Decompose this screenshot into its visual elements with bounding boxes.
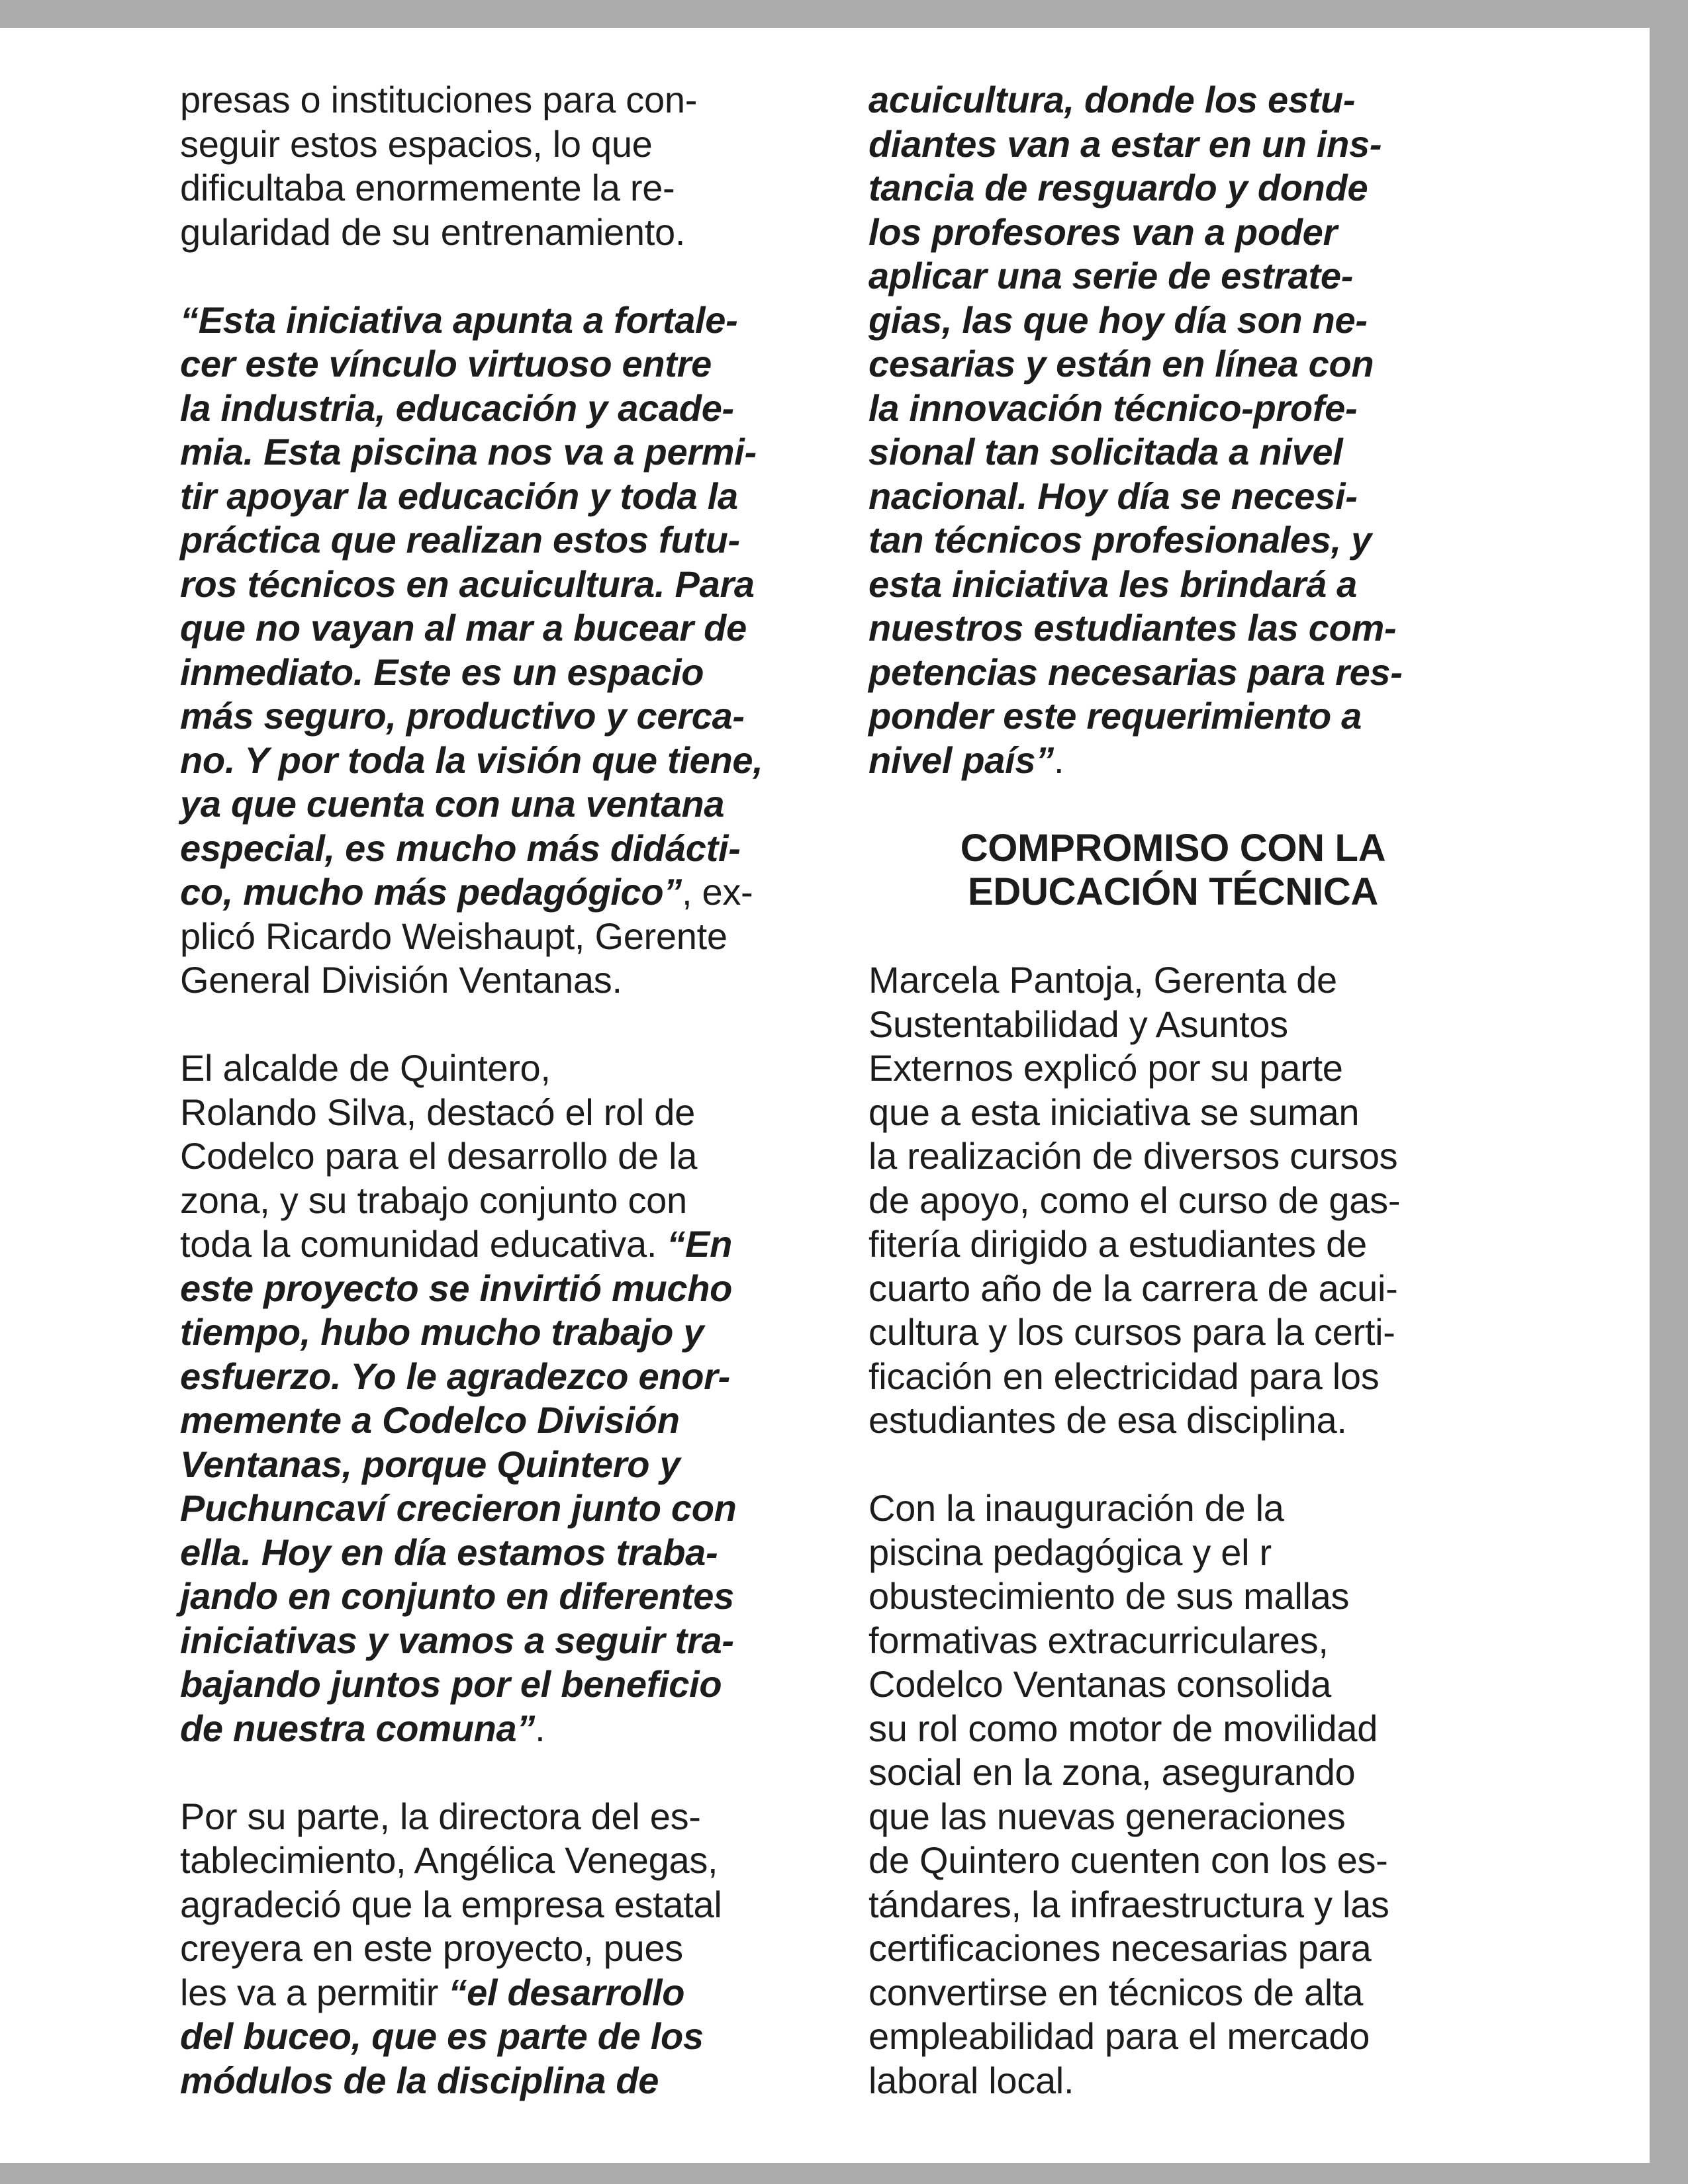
text-line xyxy=(180,342,789,387)
text-line xyxy=(180,387,789,431)
text-run: tablecimiento, Angélica Venegas, xyxy=(180,1839,718,1881)
text-line xyxy=(868,958,1477,1003)
quote-run: nivel país” xyxy=(868,739,1054,781)
text-run: social en la zona, asegurando xyxy=(868,1751,1356,1793)
quote-run: mia. Esta piscina nos va a permi- xyxy=(180,431,757,473)
text-line xyxy=(868,254,1477,298)
text-run: Sustentabilidad y Asuntos xyxy=(868,1003,1288,1045)
left-column-body xyxy=(180,78,789,2103)
text-line xyxy=(180,1398,789,1443)
text-line xyxy=(868,518,1477,563)
right-column-top xyxy=(868,78,1477,827)
text-line xyxy=(180,1443,789,1487)
quote-run: nacional. Hoy día se necesi- xyxy=(868,475,1358,517)
quote-run: aplicar una serie de estrate- xyxy=(868,255,1354,296)
text-line xyxy=(868,1222,1477,1267)
quote-run: ya que cuenta con una ventana xyxy=(180,783,725,825)
text-line xyxy=(868,1355,1477,1399)
quote-run: acuicultura, donde los estu- xyxy=(868,79,1356,120)
text-line xyxy=(180,1486,789,1531)
page-frame-right xyxy=(1650,0,1688,2184)
section-heading-line-2: EDUCACIÓN TÉCNICA xyxy=(967,870,1378,913)
text-line xyxy=(180,430,789,475)
quote-run: inmediato. Este es un espacio xyxy=(180,651,704,693)
text-run: Codelco Ventanas consolida xyxy=(868,1663,1331,1705)
text-run: plicó Ricardo Weishaupt, Gerente xyxy=(180,915,727,957)
text-line xyxy=(180,1707,789,1751)
text-line xyxy=(180,166,789,210)
quote-run: de nuestra comuna” xyxy=(180,1707,536,1749)
text-run: la realización de diversos cursos xyxy=(868,1135,1398,1177)
text-line xyxy=(868,1267,1477,1311)
text-line xyxy=(868,563,1477,607)
paragraph-gap xyxy=(868,782,1477,827)
quote-run: que no vayan al mar a bucear de xyxy=(180,607,747,649)
paragraph-gap xyxy=(180,1003,789,1047)
text-line xyxy=(180,2015,789,2059)
quote-run: jando en conjunto en diferentes xyxy=(180,1575,734,1617)
text-run: laboral local. xyxy=(868,2059,1074,2101)
text-line xyxy=(180,651,789,695)
text-line xyxy=(868,1003,1477,1047)
text-run: zona, y su trabajo conjunto con xyxy=(180,1179,687,1221)
quote-run: tiempo, hubo mucho trabajo y xyxy=(180,1311,704,1353)
text-line xyxy=(180,958,789,1003)
quote-run: cer este vínculo virtuoso entre xyxy=(180,343,712,385)
text-line xyxy=(868,166,1477,210)
text-run: Marcela Pantoja, Gerenta de xyxy=(868,959,1337,1001)
text-line xyxy=(868,1046,1477,1091)
quote-run: bajando juntos por el beneficio xyxy=(180,1663,722,1705)
text-run: . xyxy=(1053,739,1064,781)
text-line xyxy=(868,606,1477,651)
text-line xyxy=(180,210,789,255)
quote-run: esta iniciativa les brindará a xyxy=(868,563,1358,605)
text-run: fitería dirigido a estudiantes de xyxy=(868,1223,1367,1265)
text-line xyxy=(868,2015,1477,2059)
text-line xyxy=(868,1795,1477,1839)
text-line xyxy=(868,1883,1477,1927)
text-line xyxy=(180,1971,789,2015)
text-line xyxy=(868,1531,1477,1575)
text-line xyxy=(868,78,1477,122)
text-line xyxy=(868,1398,1477,1443)
text-line xyxy=(180,1531,789,1575)
text-line xyxy=(180,1355,789,1399)
text-line xyxy=(868,1134,1477,1179)
text-line xyxy=(180,1795,789,1839)
paragraph-gap xyxy=(180,254,789,298)
text-line xyxy=(868,694,1477,739)
quote-run: más seguro, productivo y cerca- xyxy=(180,695,745,737)
quote-run: co, mucho más pedagógico” xyxy=(180,871,682,913)
text-line xyxy=(868,1486,1477,1531)
text-run: Con la inauguración de la xyxy=(868,1487,1284,1529)
text-line xyxy=(868,651,1477,695)
text-run: convertirse en técnicos de alta xyxy=(868,1971,1364,2013)
text-run: toda la comunidad educativa. xyxy=(180,1223,667,1265)
text-line xyxy=(868,475,1477,519)
paragraph-gap xyxy=(180,1751,789,1795)
quote-run: ella. Hoy en día estamos traba- xyxy=(180,1531,718,1573)
text-line xyxy=(180,1134,789,1179)
text-line xyxy=(180,298,789,343)
quote-run: del buceo, que es parte de los xyxy=(180,2015,704,2057)
quote-run: “Esta iniciativa apunta a fortale- xyxy=(180,298,738,341)
quote-run: la industria, educación y acade- xyxy=(180,387,734,429)
text-line xyxy=(868,1619,1477,1663)
text-line xyxy=(868,1751,1477,1795)
text-run: certificaciones necesarias para xyxy=(868,1927,1372,1969)
section-heading xyxy=(868,827,1477,915)
text-run: gularidad de su entrenamiento. xyxy=(180,210,686,253)
right-column xyxy=(868,78,1477,2103)
quote-run: ponder este requerimiento a xyxy=(868,695,1362,737)
text-run: Por su parte, la directora del es- xyxy=(180,1795,701,1837)
text-line xyxy=(180,1883,789,1927)
text-run: . xyxy=(535,1707,545,1749)
text-run: Codelco para el desarrollo de la xyxy=(180,1135,698,1177)
right-column-bottom xyxy=(868,915,1477,2103)
text-run: dificultaba enormemente la re- xyxy=(180,167,675,208)
text-line xyxy=(180,1046,789,1091)
text-run: estudiantes de esa disciplina. xyxy=(868,1399,1347,1441)
quote-run: diantes van a estar en un ins- xyxy=(868,122,1382,165)
text-run: piscina pedagógica y el r xyxy=(868,1531,1272,1573)
text-line xyxy=(180,1267,789,1311)
quote-run: ros técnicos en acuicultura. Para xyxy=(180,563,755,605)
text-line xyxy=(180,870,789,915)
quote-run: este proyecto se invirtió mucho xyxy=(180,1267,733,1309)
quote-run: práctica que realizan estos futu- xyxy=(180,519,740,561)
text-run: que a esta iniciativa se suman xyxy=(868,1091,1360,1133)
text-run: seguir estos espacios, lo que xyxy=(180,122,653,165)
text-line xyxy=(180,122,789,167)
text-run: de apoyo, como el curso de gas- xyxy=(868,1179,1401,1221)
text-run: ficación en electricidad para los xyxy=(868,1355,1380,1397)
text-run: cultura y los cursos para la certi- xyxy=(868,1311,1395,1353)
text-line xyxy=(868,1662,1477,1707)
quote-run: Ventanas, porque Quintero y xyxy=(180,1443,680,1485)
paragraph-gap xyxy=(868,915,1477,959)
quote-run: memente a Codelco División xyxy=(180,1399,680,1441)
text-line xyxy=(180,2059,789,2103)
text-run: , ex- xyxy=(681,871,753,913)
text-line xyxy=(180,1662,789,1707)
text-line xyxy=(868,1971,1477,2015)
quote-run: “el desarrollo xyxy=(448,1971,685,2013)
text-run: El alcalde de Quintero, xyxy=(180,1047,551,1089)
text-run: General División Ventanas. xyxy=(180,959,622,1001)
text-line xyxy=(868,739,1477,783)
page-frame-bottom xyxy=(0,2163,1688,2184)
text-line xyxy=(180,1310,789,1355)
text-line xyxy=(180,782,789,827)
quote-run: tan técnicos profesionales, y xyxy=(868,519,1372,561)
text-line xyxy=(180,1574,789,1619)
text-run: formativas extracurriculares, xyxy=(868,1619,1329,1661)
text-line xyxy=(180,827,789,871)
quote-run: esfuerzo. Yo le agradezco enor- xyxy=(180,1355,730,1397)
text-line xyxy=(868,342,1477,387)
text-line xyxy=(868,430,1477,475)
section-heading-line-1: COMPROMISO CON LA xyxy=(960,826,1386,870)
quote-run: tir apoyar la educación y toda la xyxy=(180,475,738,517)
text-line xyxy=(180,606,789,651)
text-run: obustecimiento de sus mallas xyxy=(868,1575,1350,1617)
text-run: su rol como motor de movilidad xyxy=(868,1707,1378,1749)
quote-run: los profesores van a poder xyxy=(868,210,1337,253)
quote-run: especial, es mucho más didácti- xyxy=(180,827,741,869)
text-line xyxy=(180,1179,789,1223)
quote-run: módulos de la disciplina de xyxy=(180,2059,659,2101)
text-line xyxy=(868,1574,1477,1619)
text-line xyxy=(868,210,1477,255)
quote-run: nuestros estudiantes las com- xyxy=(868,607,1397,649)
quote-run: petencias necesarias para res- xyxy=(868,651,1403,693)
text-line xyxy=(868,1091,1477,1135)
text-line xyxy=(180,1091,789,1135)
text-line xyxy=(868,1839,1477,1883)
quote-run: cesarias y están en línea con xyxy=(868,343,1374,385)
text-line xyxy=(868,387,1477,431)
quote-run: gias, las que hoy día son ne- xyxy=(868,298,1368,341)
left-column xyxy=(180,78,789,2103)
text-line xyxy=(180,915,789,959)
text-run: presas o instituciones para con- xyxy=(180,79,698,120)
text-run: empleabilidad para el mercado xyxy=(868,2015,1370,2057)
text-run: agradeció que la empresa estatal xyxy=(180,1883,722,1925)
text-line xyxy=(180,78,789,122)
text-line xyxy=(868,1179,1477,1223)
quote-run: sional tan solicitada a nivel xyxy=(868,431,1343,473)
text-line xyxy=(868,1310,1477,1355)
text-line xyxy=(868,298,1477,343)
quote-run: tancia de resguardo y donde xyxy=(868,167,1368,208)
quote-run: iniciativas y vamos a seguir tra- xyxy=(180,1619,734,1661)
text-line xyxy=(180,1222,789,1267)
text-line xyxy=(180,1619,789,1663)
text-run: tándares, la infraestructura y las xyxy=(868,1883,1389,1925)
quote-run: “En xyxy=(667,1223,733,1265)
text-run: Rolando Silva, destacó el rol de xyxy=(180,1091,695,1133)
text-run: les va a permitir xyxy=(180,1971,449,2013)
quote-run: Puchuncaví crecieron junto con xyxy=(180,1487,737,1529)
text-line xyxy=(180,739,789,783)
quote-run: no. Y por toda la visión que tiene, xyxy=(180,739,763,781)
text-line xyxy=(180,475,789,519)
text-run: de Quintero cuenten con los es- xyxy=(868,1839,1388,1881)
text-line xyxy=(868,122,1477,167)
text-line xyxy=(868,2059,1477,2103)
text-line xyxy=(868,1927,1477,1971)
page-frame-top xyxy=(0,0,1688,28)
paragraph-gap xyxy=(868,1443,1477,1487)
text-run: Externos explicó por su parte xyxy=(868,1047,1343,1089)
text-line xyxy=(180,1839,789,1883)
text-run: cuarto año de la carrera de acui- xyxy=(868,1267,1398,1309)
text-line xyxy=(180,518,789,563)
text-line xyxy=(180,563,789,607)
text-line xyxy=(868,1707,1477,1751)
text-line xyxy=(180,694,789,739)
text-line xyxy=(180,1927,789,1971)
text-run: creyera en este proyecto, pues xyxy=(180,1927,683,1969)
text-run: que las nuevas generaciones xyxy=(868,1795,1346,1837)
quote-run: la innovación técnico-profe- xyxy=(868,387,1358,429)
